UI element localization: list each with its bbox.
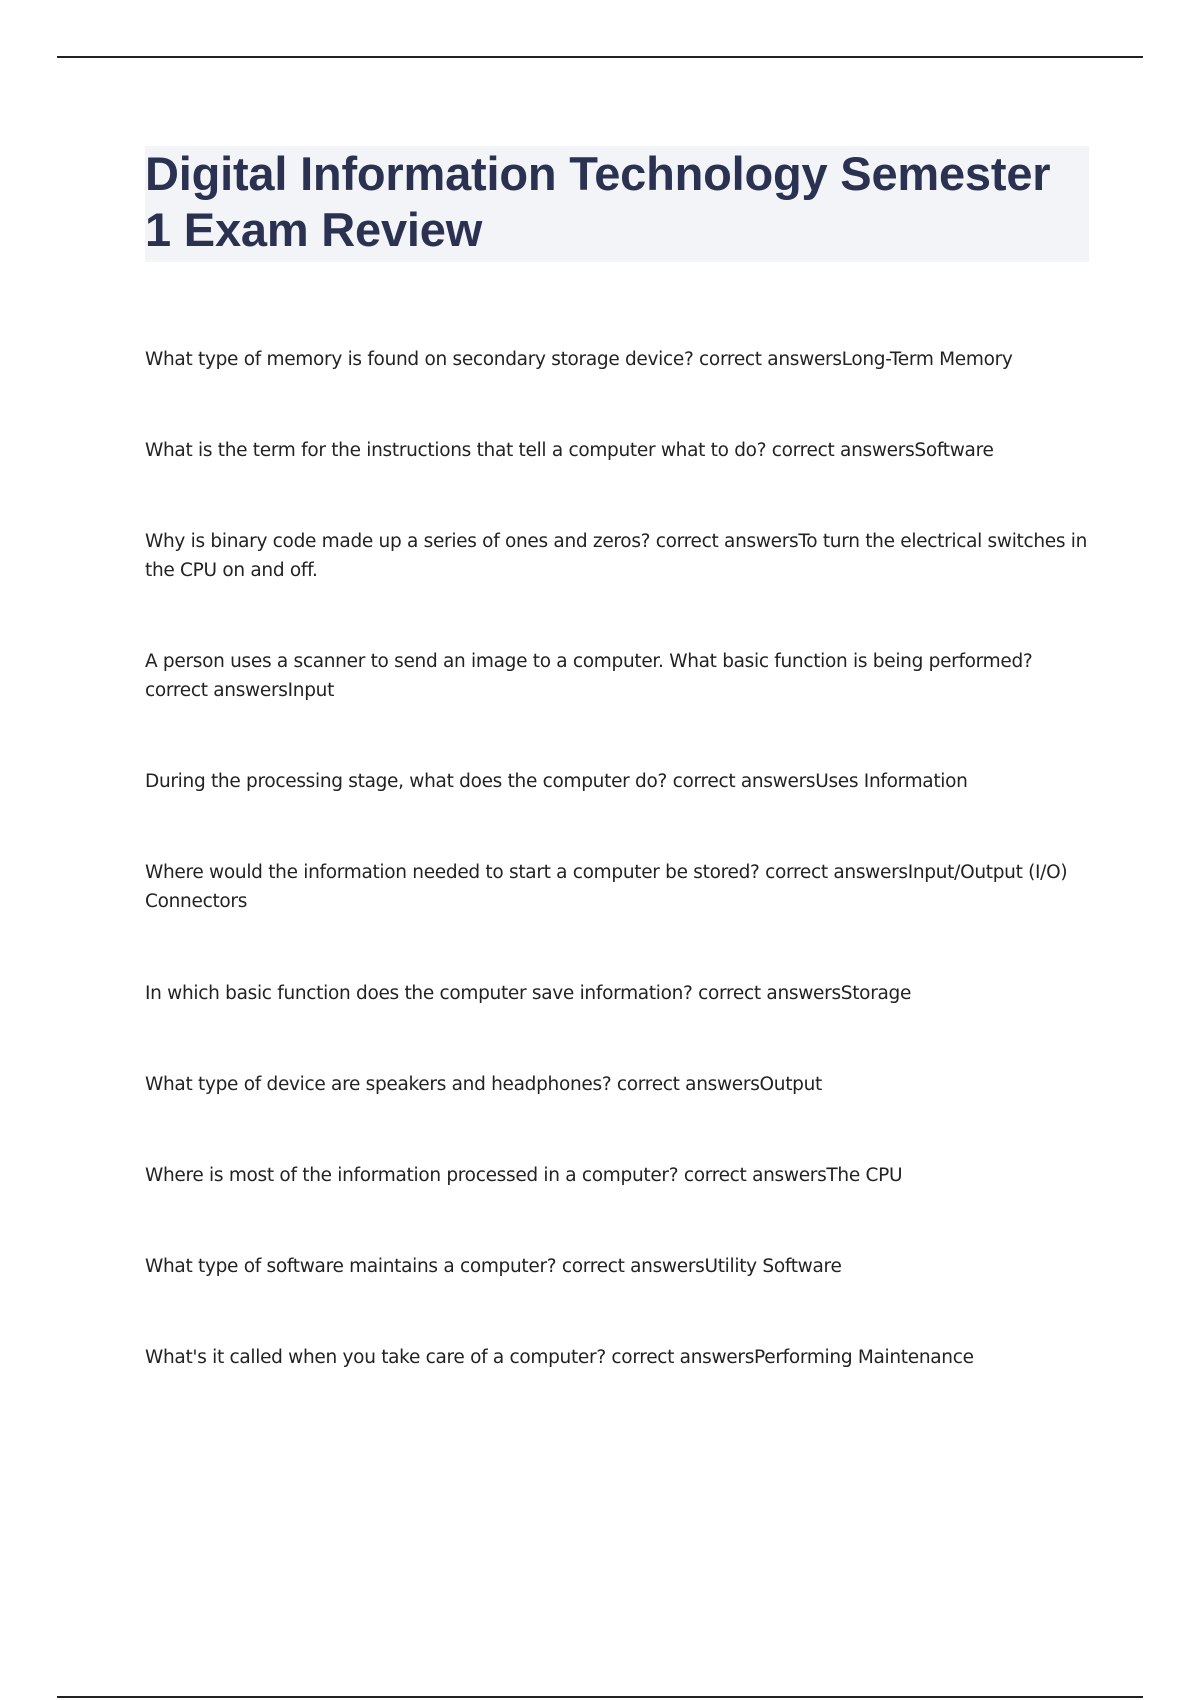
bottom-divider: [57, 1696, 1143, 1698]
top-divider: [57, 56, 1143, 58]
title-block: [145, 146, 1089, 262]
qa-item: In which basic function does the computer save information? correct answersStorage: [145, 983, 912, 1004]
qa-item: What type of memory is found on secondary storage device? correct answersLong-Term Memory: [145, 349, 1013, 370]
qa-item: What type of software maintains a computer? correct answersUtility Software: [145, 1256, 842, 1277]
qa-item: Why is binary code made up a series of ones and zeros? correct answersTo turn the electrical switches in the CPU on and off.: [145, 531, 1088, 581]
qa-item: What's it called when you take care of a computer? correct answersPerforming Maintenance: [145, 1347, 974, 1368]
qa-item: What type of device are speakers and headphones? correct answersOutput: [145, 1074, 822, 1095]
document-title: Digital Information Technology Semester 1 Exam Review: [145, 147, 1051, 256]
qa-item: Where would the information needed to start a computer be stored? correct answersInput/Output (I/O) Connectors: [145, 862, 1068, 912]
qa-item: During the processing stage, what does the computer do? correct answersUses Information: [145, 771, 968, 792]
qa-item: Where is most of the information processed in a computer? correct answersThe CPU: [145, 1165, 903, 1186]
qa-item: A person uses a scanner to send an image to a computer. What basic function is being performed? correct answersInput: [145, 651, 1033, 701]
qa-item: What is the term for the instructions that tell a computer what to do? correct answersSoftware: [145, 440, 994, 461]
